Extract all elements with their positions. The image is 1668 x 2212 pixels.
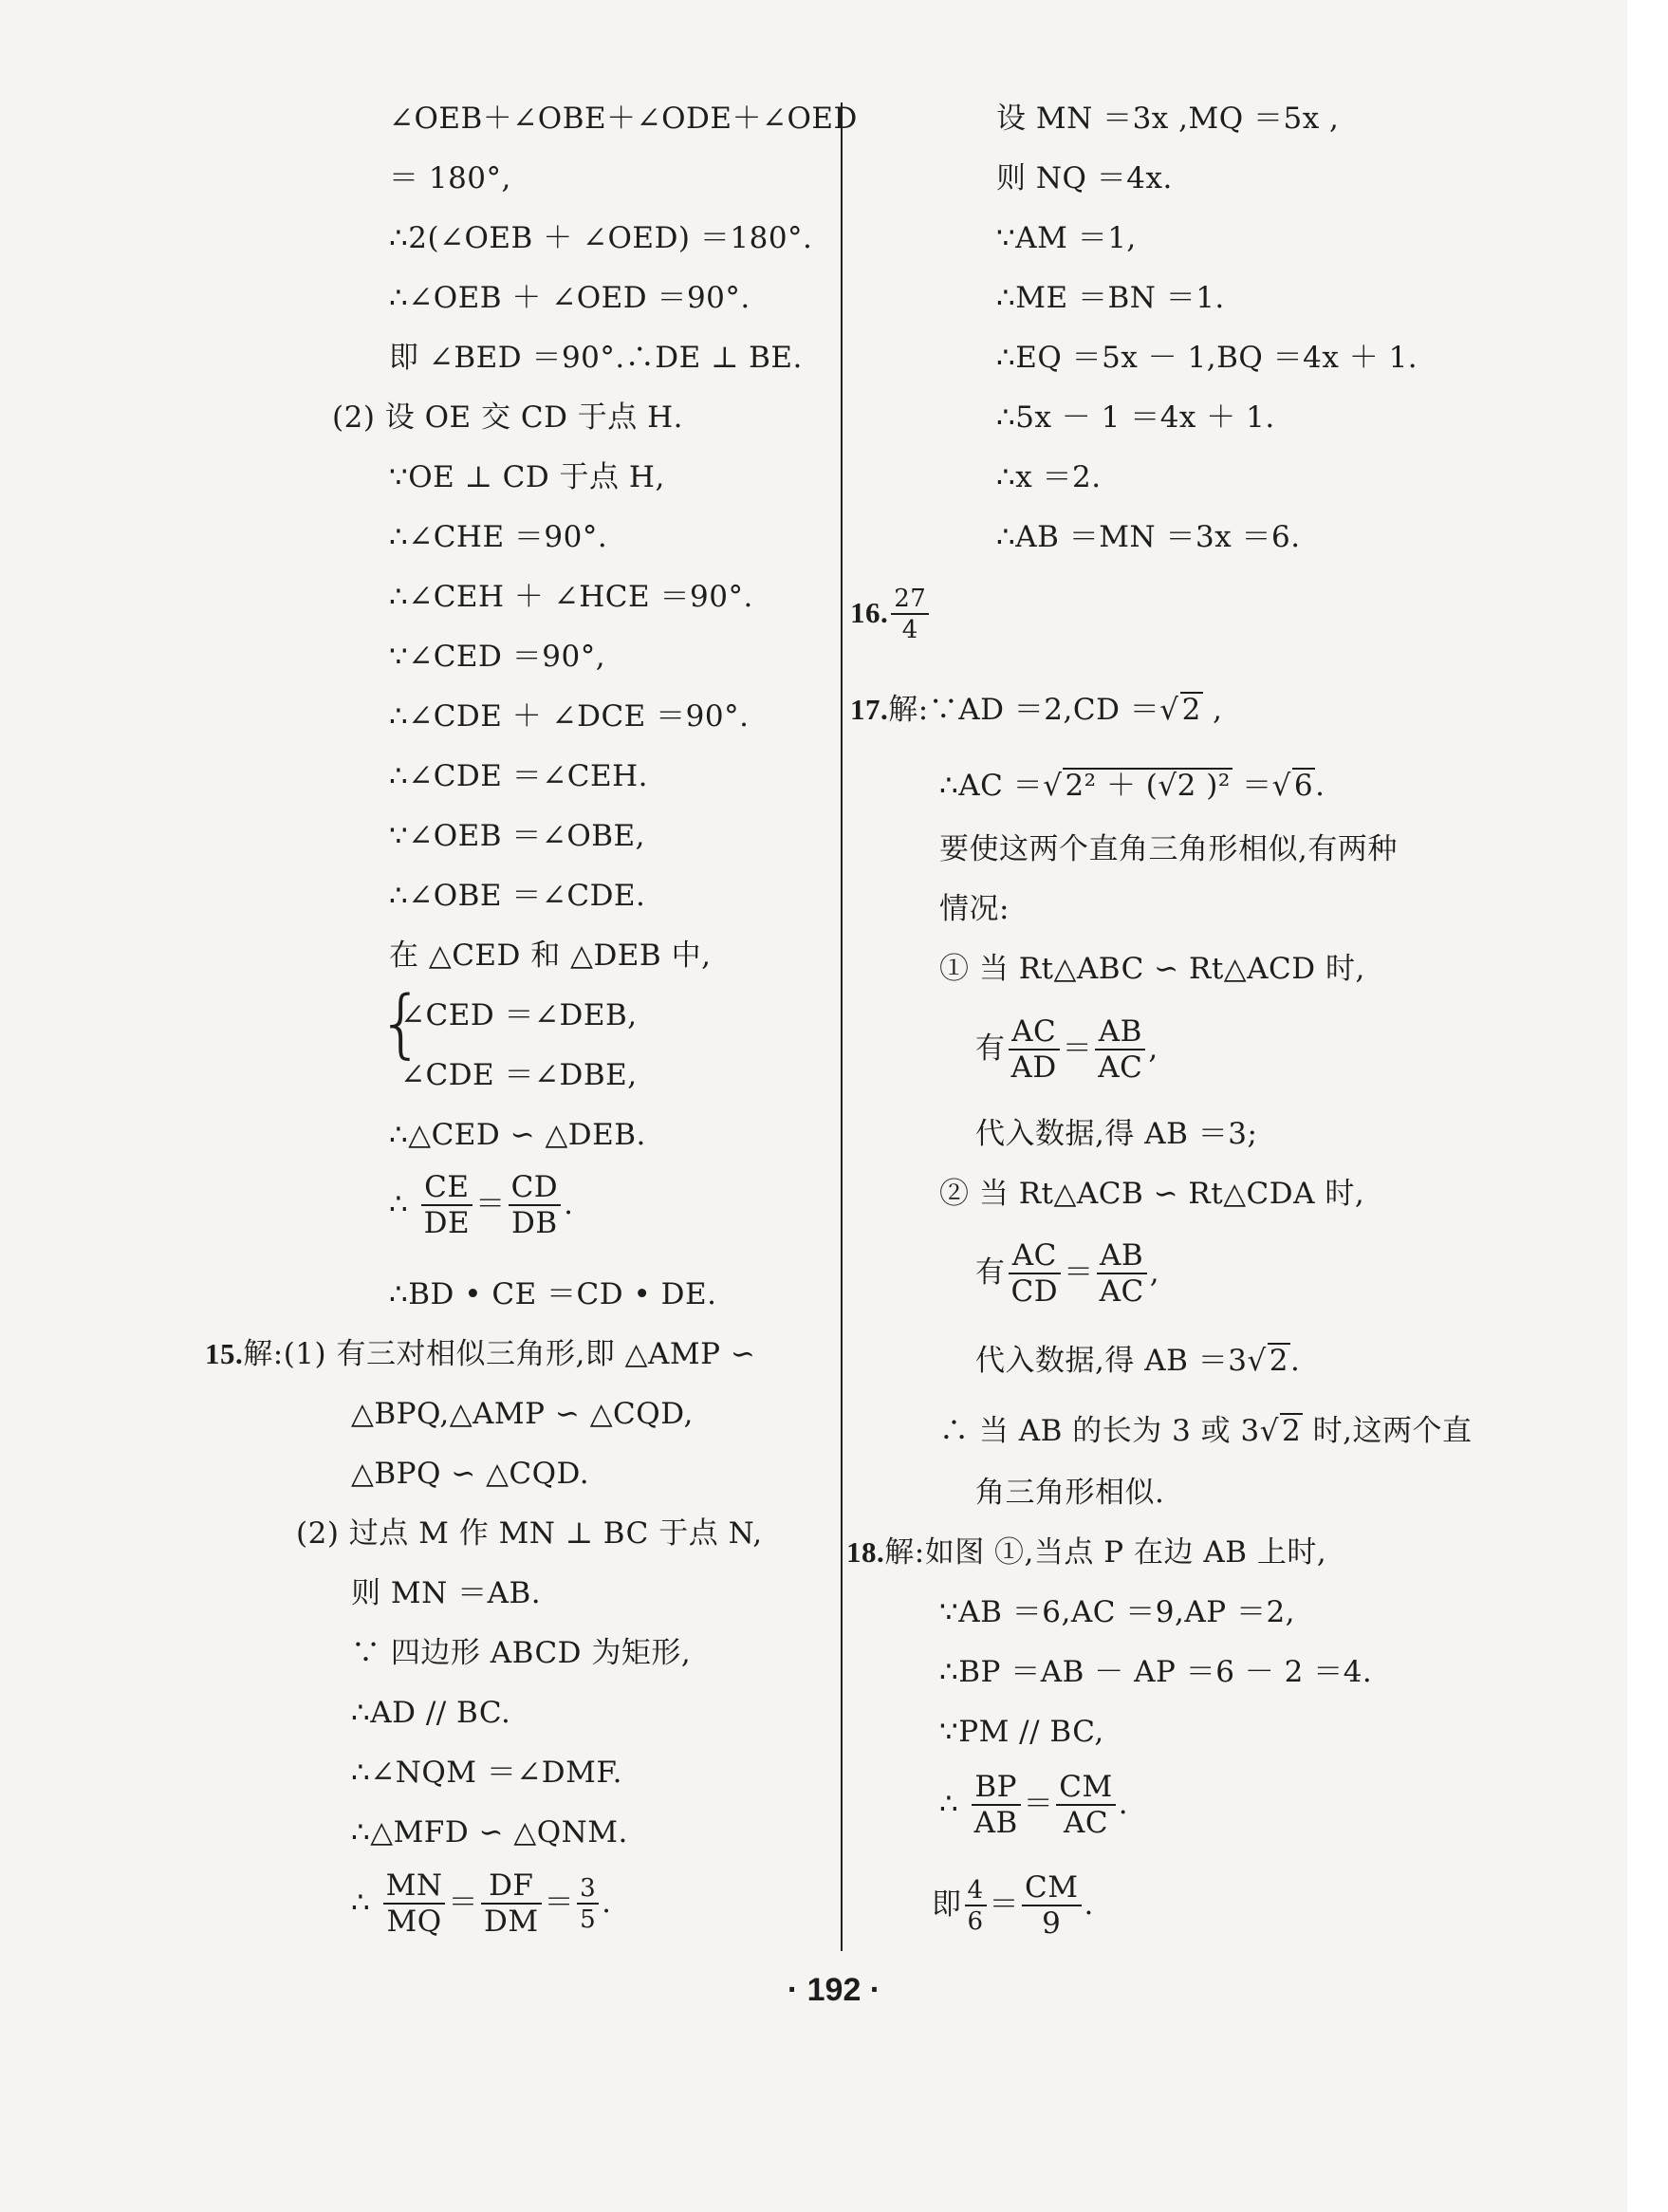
proof-line: ∵∠CED ＝90°, — [389, 640, 606, 674]
proof-line: ∴∠CDE ＝∠CEH. — [389, 759, 648, 793]
fraction: $\frac{DF}{DM}$ — [481, 1871, 542, 1937]
proof-line: 要使这两个直角三角形相似,有两种 — [939, 832, 1398, 866]
proof-line: 则 MN ＝AB. — [351, 1576, 542, 1610]
fraction-line: ∴ $\frac{BP}{AB}$ ＝ $\frac{CM}{AC}$ . — [939, 1770, 1129, 1840]
proof-line: ∴△MFD ∽ △QNM. — [351, 1815, 628, 1850]
proof-line: △BPQ,△AMP ∽ △CQD, — [351, 1397, 694, 1431]
question-number: 17. — [850, 693, 889, 726]
proof-line: ∴AB ＝MN ＝3x ＝6. — [996, 520, 1301, 554]
proof-line: ① 当 Rt△ABC ∽ Rt△ACD 时, — [939, 952, 1365, 986]
proof-line: ∴∠CEH ＋ ∠HCE ＝90°. — [389, 580, 753, 614]
column-divider — [841, 102, 843, 1951]
proof-line: ② 当 Rt△ACB ∽ Rt△CDA 时, — [939, 1177, 1365, 1211]
proof-line: ∴△CED ∽ △DEB. — [389, 1118, 646, 1152]
proof-line: ∵PM // BC, — [939, 1715, 1104, 1749]
proof-line: ∴BD • CE ＝CD • DE. — [389, 1277, 717, 1311]
fraction: $\frac{4}{6}$ — [965, 1878, 987, 1934]
proof-line: ∴ 当 AB 的长为 3 或 3√2 时,这两个直 — [939, 1414, 1473, 1448]
proof-line: ∠CED ＝∠DEB, — [400, 998, 638, 1032]
proof-line: ∴∠NQM ＝∠DMF. — [351, 1756, 622, 1790]
fraction: $\frac{CD}{DB}$ — [509, 1173, 562, 1238]
proof-line: ∴∠OEB ＋ ∠OED ＝90°. — [389, 281, 751, 315]
proof-line: (2) 过点 M 作 MN ⊥ BC 于点 N, — [296, 1516, 763, 1551]
question-18-line: 18.解:如图 ①,当点 P 在边 AB 上时, — [846, 1535, 1327, 1570]
proof-line: 代入数据,得 AB ＝3√2. — [975, 1344, 1301, 1378]
proof-line: 即 ∠BED ＝90°.∴DE ⊥ BE. — [389, 341, 803, 375]
fraction: $\frac{CM}{AC}$ — [1056, 1773, 1115, 1838]
proof-line: ∠CDE ＝∠DBE, — [400, 1058, 638, 1092]
proof-line: △BPQ ∽ △CQD. — [351, 1457, 590, 1491]
proof-line: ∴x ＝2. — [996, 460, 1102, 494]
fraction-line: 有 $\frac{AC}{CD}$ ＝ $\frac{AB}{AC}$ , — [975, 1238, 1160, 1309]
proof-line: ∵AB ＝6,AC ＝9,AP ＝2, — [939, 1595, 1296, 1629]
proof-line: ∴2(∠OEB ＋ ∠OED) ＝180°. — [389, 221, 813, 255]
proof-line: 角三角形相似. — [975, 1476, 1165, 1510]
proof-line: ∵OE ⊥ CD 于点 H, — [389, 460, 665, 494]
fraction: $\frac{AB}{AC}$ — [1097, 1241, 1147, 1307]
fraction-line: 有 $\frac{AC}{AD}$ ＝ $\frac{AB}{AC}$ , — [975, 1014, 1158, 1085]
page-number: · 192 · — [787, 1972, 881, 2008]
fraction: $\frac{BP}{AB}$ — [972, 1773, 1021, 1838]
proof-line: 代入数据,得 AB ＝3; — [975, 1117, 1258, 1151]
proof-line: ∴∠CDE ＋ ∠DCE ＝90°. — [389, 699, 750, 734]
question-number: 18. — [846, 1535, 885, 1569]
fraction: $\frac{AC}{CD}$ — [1009, 1241, 1062, 1307]
proof-line: ∵AM ＝1, — [996, 221, 1137, 255]
proof-line: ∴AD // BC. — [351, 1696, 511, 1730]
fraction: $\frac{AC}{AD}$ — [1009, 1017, 1060, 1083]
fraction-line: ∴ $\frac{MN}{MQ}$ ＝ $\frac{DF}{DM}$ ＝ $\frac{3}{5}$ . — [351, 1868, 612, 1939]
question-number: 16. — [850, 596, 889, 629]
proof-line: ∴5x － 1 ＝4x ＋ 1. — [996, 400, 1275, 435]
question-number: 15. — [205, 1337, 244, 1370]
proof-line: ∴EQ ＝5x － 1,BQ ＝4x ＋ 1. — [996, 341, 1418, 375]
proof-line: (2) 设 OE 交 CD 于点 H. — [332, 400, 684, 435]
proof-line: ∴ME ＝BN ＝1. — [996, 281, 1225, 315]
question-17-line: 17.解:∵AD ＝2,CD ＝√2 , — [850, 693, 1223, 727]
fraction: $\frac{CE}{DE}$ — [421, 1173, 473, 1238]
fraction: $\frac{3}{5}$ — [577, 1876, 599, 1932]
fraction-line: 即 $\frac{4}{6}$ ＝ $\frac{CM}{9}$ . — [932, 1870, 1094, 1941]
fraction-line: ∴ $\frac{CE}{DE}$ ＝ $\frac{CD}{DB}$ . — [389, 1170, 574, 1240]
proof-line: ∴∠CHE ＝90°. — [389, 520, 608, 554]
question-15-line: 15.解:(1) 有三对相似三角形,即 △AMP ∽ — [205, 1337, 756, 1371]
proof-line: ∵∠OEB ＝∠OBE, — [389, 819, 646, 853]
page-edge — [1627, 0, 1668, 2212]
proof-line: ＝ 180°, — [389, 161, 511, 195]
question-16-line — [850, 586, 932, 642]
proof-line: ∴AC ＝√2² ＋ (√2 )² ＝√6. — [939, 769, 1325, 803]
proof-line: ∠OEB＋∠OBE＋∠ODE＋∠OED — [389, 102, 858, 136]
answer-fraction: $\frac{27}{4}$ — [891, 586, 929, 642]
proof-line: 则 NQ ＝4x. — [996, 161, 1173, 195]
proof-line: ∴BP ＝AB － AP ＝6 － 2 ＝4. — [939, 1655, 1373, 1689]
proof-line: ∴∠OBE ＝∠CDE. — [389, 879, 646, 913]
fraction: $\frac{CM}{9}$ — [1022, 1873, 1081, 1939]
fraction: $\frac{MN}{MQ}$ — [383, 1871, 446, 1937]
proof-line: 情况: — [939, 892, 1010, 926]
proof-line: 设 MN ＝3x ,MQ ＝5x , — [996, 102, 1340, 136]
system-brace: { — [378, 981, 425, 1067]
proof-line: ∵ 四边形 ABCD 为矩形, — [351, 1636, 692, 1670]
fraction: $\frac{AB}{AC}$ — [1095, 1017, 1145, 1083]
proof-line: 在 △CED 和 △DEB 中, — [389, 939, 712, 973]
therefore-symbol: ∴ — [389, 1187, 409, 1221]
